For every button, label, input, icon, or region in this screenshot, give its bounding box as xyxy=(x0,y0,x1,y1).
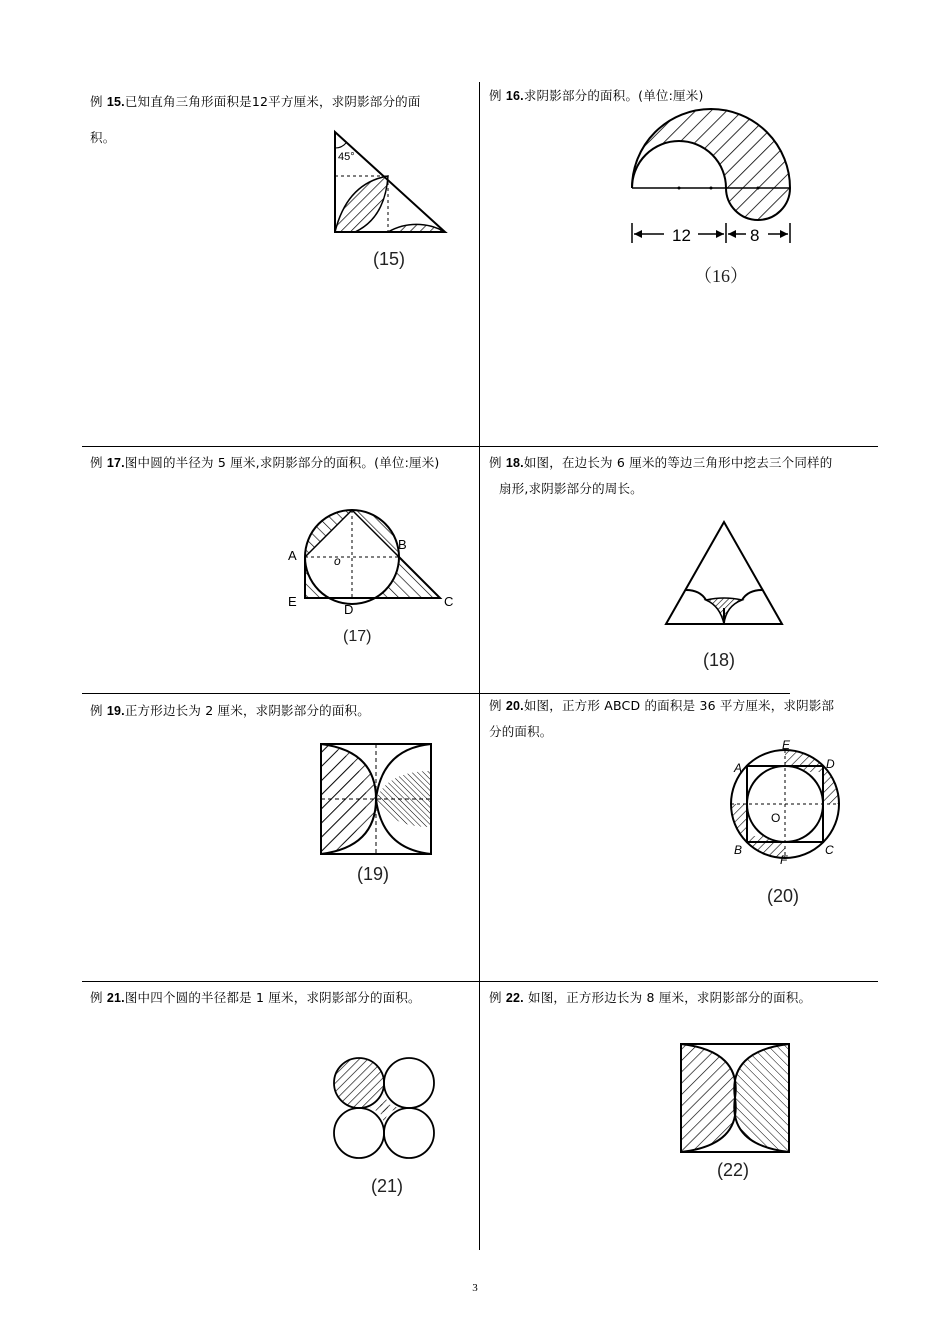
dim-12: 12 xyxy=(672,226,691,245)
figure-18 xyxy=(662,518,786,628)
caption-15: (15) xyxy=(373,249,406,269)
problem-prefix: 例 xyxy=(90,455,107,470)
problem-text-cont: 分的面积。 xyxy=(489,724,553,739)
caption-17: (17) xyxy=(343,628,372,645)
problem-prefix: 例 xyxy=(90,990,107,1005)
figure-19 xyxy=(318,741,434,857)
label-f: F xyxy=(780,853,788,864)
label-d: D xyxy=(826,757,835,771)
label-d: D xyxy=(344,602,354,617)
problem-text: 如图，正方形 ABCD 的面积是 36 平方厘米，求阴影部 xyxy=(523,698,835,713)
angle-label: 45° xyxy=(338,151,355,163)
figure-21 xyxy=(330,1054,440,1164)
problem-text: 已知直角三角形面积是12平方厘米，求阴影部分的面 xyxy=(124,94,421,109)
label-o: o xyxy=(334,554,341,568)
problem-number: 18. xyxy=(505,456,524,470)
row-divider-3 xyxy=(82,981,878,982)
label-o: O xyxy=(771,811,781,825)
problem-text-cont: 积。 xyxy=(90,130,116,145)
label-c: C xyxy=(825,843,834,857)
label-a: A xyxy=(734,761,743,775)
problem-number: 16. xyxy=(505,89,524,103)
label-c: C xyxy=(444,594,454,609)
problem-prefix: 例 xyxy=(489,990,506,1005)
column-divider xyxy=(479,82,480,1250)
problem-text: 求阴影部分的面积。(单位:厘米) xyxy=(523,88,704,103)
problem-number: 21. xyxy=(106,991,125,1005)
figure-15 xyxy=(325,128,455,238)
problem-number: 20. xyxy=(505,699,524,713)
label-b: B xyxy=(734,843,743,857)
problem-number: 22. xyxy=(505,991,524,1005)
label-e: E xyxy=(782,738,791,752)
caption-22: (22) xyxy=(717,1160,750,1180)
label-a: A xyxy=(288,548,297,563)
caption-20: (20) xyxy=(767,886,800,906)
problem-text: 如图，在边长为 6 厘米的等边三角形中挖去三个同样的 xyxy=(523,455,833,470)
problem-number: 19. xyxy=(106,704,125,718)
problem-21 xyxy=(90,988,475,1008)
row-divider-2 xyxy=(82,693,790,694)
caption-21: (21) xyxy=(371,1176,404,1196)
page-number: 3 xyxy=(472,1282,478,1294)
figure-17 xyxy=(280,502,460,620)
problem-prefix: 例 xyxy=(90,703,107,718)
problem-19 xyxy=(90,701,475,721)
problem-text: 如图，正方形边长为 8 厘米，求阴影部分的面积。 xyxy=(523,990,812,1005)
problem-text: 图中圆的半径为 5 厘米,求阴影部分的面积。(单位:厘米) xyxy=(124,455,440,470)
dim-8: 8 xyxy=(750,226,760,245)
problem-20 xyxy=(489,696,874,742)
problem-22 xyxy=(489,988,874,1008)
problem-17 xyxy=(90,453,475,473)
row-divider-1 xyxy=(82,446,878,447)
problem-number: 15. xyxy=(106,95,125,109)
problem-18 xyxy=(489,453,874,499)
problem-number: 17. xyxy=(106,456,125,470)
figure-16 xyxy=(620,108,800,248)
problem-prefix: 例 xyxy=(489,698,506,713)
problem-prefix: 例 xyxy=(489,455,506,470)
problem-text-cont: 扇形,求阴影部分的周长。 xyxy=(499,481,643,496)
problem-16 xyxy=(489,86,869,106)
problem-text: 正方形边长为 2 厘米，求阴影部分的面积。 xyxy=(124,703,370,718)
caption-18: (18) xyxy=(703,650,736,670)
problem-prefix: 例 xyxy=(489,88,506,103)
caption-19: (19) xyxy=(357,864,390,884)
label-e: E xyxy=(288,594,297,609)
caption-16: （16） xyxy=(694,266,748,286)
label-b: B xyxy=(398,537,407,552)
problem-prefix: 例 xyxy=(90,94,107,109)
figure-20 xyxy=(725,738,845,864)
problem-text: 图中四个圆的半径都是 1 厘米，求阴影部分的面积。 xyxy=(124,990,421,1005)
figure-22 xyxy=(678,1041,792,1155)
